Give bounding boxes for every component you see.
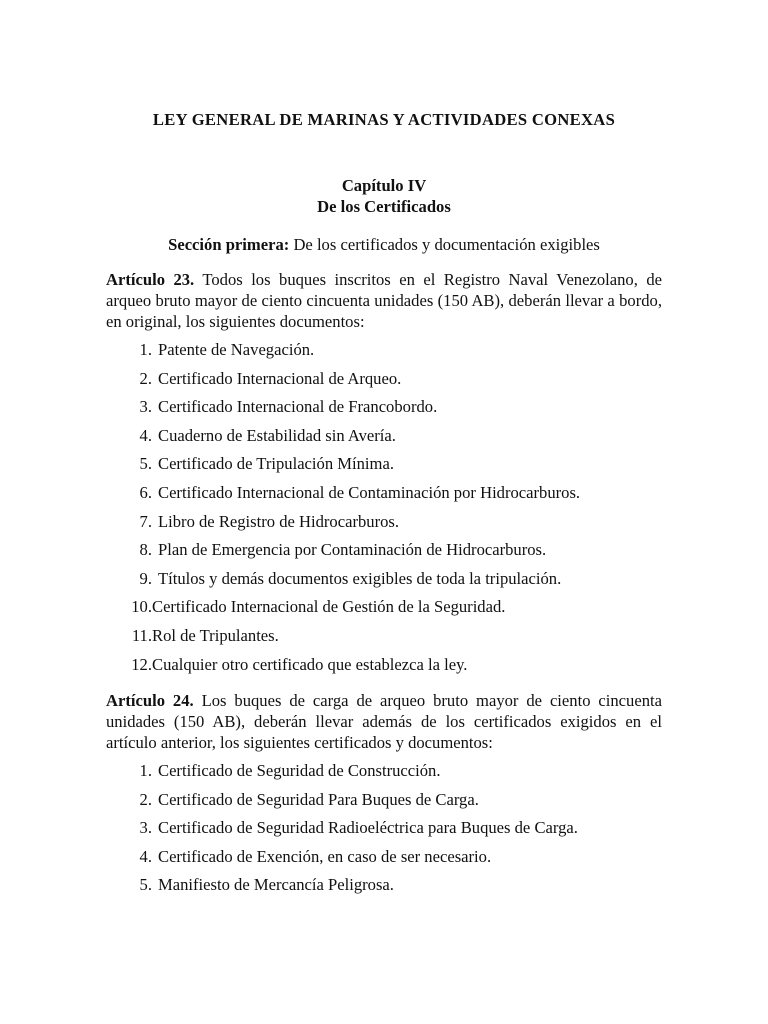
list-item xyxy=(106,482,662,511)
law-title: LEY GENERAL DE MARINAS Y ACTIVIDADES CONEXAS xyxy=(152,110,616,129)
article-24-paragraph xyxy=(106,690,662,753)
list-item-text: Libro de Registro de Hidrocarburos. xyxy=(158,511,400,531)
list-item xyxy=(106,568,662,597)
section-text: De los certificados y documentación exigibles xyxy=(293,235,600,254)
list-item-number: 1. xyxy=(139,340,152,359)
list-item-text: Cualquier otro certificado que establezca la ley. xyxy=(152,654,468,674)
list-item-number: 7. xyxy=(139,511,152,531)
list-item xyxy=(106,760,662,789)
list-item-number: 2. xyxy=(139,368,152,388)
list-item xyxy=(106,425,662,454)
chapter-heading xyxy=(0,175,768,217)
article-23-document-list xyxy=(106,339,662,682)
list-item-number: 4. xyxy=(139,846,152,866)
list-item xyxy=(106,625,662,654)
list-item xyxy=(106,396,662,425)
list-item xyxy=(106,817,662,846)
list-item-number: 4. xyxy=(139,425,152,445)
list-item-text: Certificado de Exención, en caso de ser necesario. xyxy=(158,846,492,866)
list-item-text: Certificado de Seguridad de Construcción. xyxy=(158,761,441,780)
list-item-number: 9. xyxy=(139,568,152,588)
article-24-label: Artículo 24. xyxy=(106,691,194,710)
article-23-paragraph xyxy=(106,269,662,332)
list-item xyxy=(106,511,662,540)
list-item-number: 1. xyxy=(139,761,152,780)
list-item-text: Cuaderno de Estabilidad sin Avería. xyxy=(158,425,396,445)
list-item xyxy=(106,368,662,397)
list-item-number: 3. xyxy=(139,818,152,838)
list-item-text: Certificado Internacional de Contaminación por Hidrocarburos. xyxy=(158,482,581,502)
list-item-text: Certificado Internacional de Francobordo. xyxy=(158,397,438,417)
list-item-text: Plan de Emergencia por Contaminación de Hidrocarburos. xyxy=(158,540,547,560)
list-item-number: 2. xyxy=(139,789,152,809)
section-heading xyxy=(0,234,768,255)
list-item xyxy=(106,789,662,818)
list-item-text: Certificado de Seguridad Para Buques de Carga. xyxy=(158,789,479,809)
article-24-document-list xyxy=(106,760,662,903)
chapter-number: Capítulo IV xyxy=(341,176,427,195)
list-item-number: 5. xyxy=(139,454,152,474)
chapter-subtitle: De los Certificados xyxy=(317,197,451,216)
list-item-number: 5. xyxy=(139,875,152,895)
list-item-number: 8. xyxy=(139,540,152,560)
list-item-text: Títulos y demás documentos exigibles de toda la tripulación. xyxy=(158,568,562,588)
list-item xyxy=(106,453,662,482)
list-item-text: Certificado de Seguridad Radioeléctrica para Buques de Carga. xyxy=(158,818,578,838)
list-item-text: Certificado de Tripulación Mínima. xyxy=(158,454,394,474)
list-item-number: 6. xyxy=(139,482,152,502)
list-item-text: Rol de Tripulantes. xyxy=(152,625,279,645)
list-item xyxy=(106,874,662,903)
article-24-text: Los buques de carga de arqueo bruto mayor de ciento cincuenta unidades (150 AB), deberán llevar además de los certificados exigidos en el artículo anterior, los siguientes certificados y documentos: xyxy=(106,691,662,752)
list-item-text: Certificado Internacional de Gestión de la Seguridad. xyxy=(152,597,506,617)
list-item-number: 10. xyxy=(131,597,152,617)
list-item-number: 12. xyxy=(131,654,152,674)
list-item xyxy=(106,654,662,683)
list-item xyxy=(106,846,662,875)
list-item-text: Manifiesto de Mercancía Peligrosa. xyxy=(158,875,394,895)
section-label: Sección primera: xyxy=(168,235,290,254)
list-item-number: 11. xyxy=(131,625,152,645)
list-item xyxy=(106,539,662,568)
list-item xyxy=(106,596,662,625)
article-23-label: Artículo 23. xyxy=(106,270,195,289)
list-item xyxy=(106,339,662,368)
list-item-text: Patente de Navegación. xyxy=(158,340,315,359)
list-item-number: 3. xyxy=(139,397,152,417)
article-23-text: Todos los buques inscritos en el Registro Naval Venezolano, de arqueo bruto mayor de ciento cincuenta unidades (150 AB), deberán llevar a bordo, en original, los siguientes documentos: xyxy=(106,270,662,331)
list-item-text: Certificado Internacional de Arqueo. xyxy=(158,368,402,388)
